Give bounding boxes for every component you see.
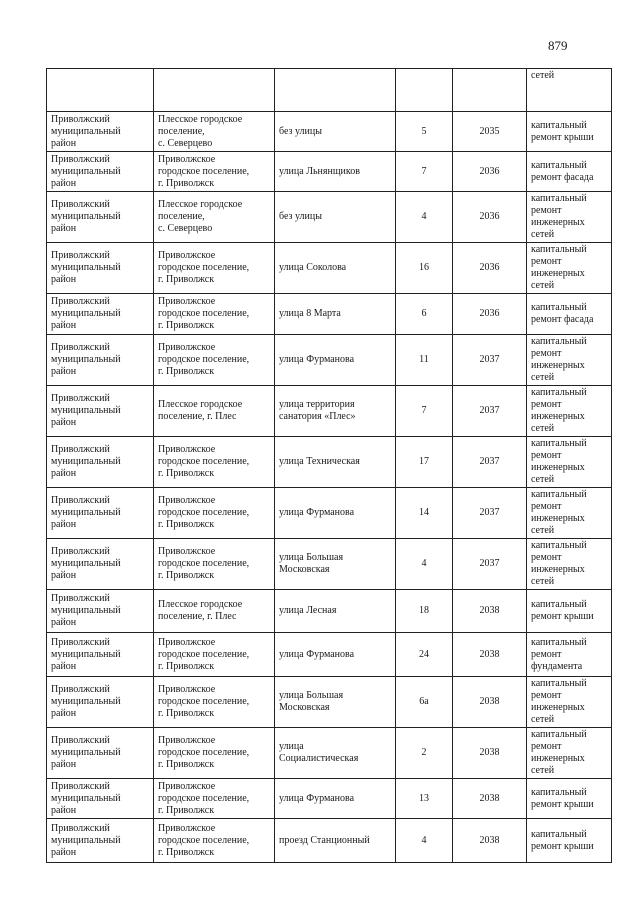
cell-settlement: [154, 539, 275, 590]
cell-house-number-text: 5: [421, 125, 427, 137]
cell-district-text: Приволжский муниципальный район: [51, 342, 121, 377]
cell-street-text: улица Фурманова: [279, 507, 355, 518]
cell-district-text: Приволжский муниципальный район: [51, 780, 121, 816]
table-row: [47, 243, 612, 294]
cell-work-type-text: капитальный ремонт инженерных сетей: [531, 336, 587, 383]
cell-district-text: Приволжский муниципальный район: [51, 495, 121, 530]
cell-district: [47, 590, 154, 633]
cell-house-number: [396, 112, 453, 152]
cell-settlement-text: Приволжское городское поселение, г. Приволжск: [158, 296, 250, 331]
cell-house-number-text: 18: [419, 605, 429, 616]
cell-settlement: [154, 590, 275, 633]
page-number: 879: [548, 38, 568, 53]
cell-house-number: [396, 69, 453, 112]
cell-year-text: 2036: [479, 308, 500, 319]
cell-settlement-text: Приволжское городское поселение, г. Приволжск: [158, 444, 250, 479]
cell-settlement: [154, 633, 275, 677]
cell-settlement-text: Плесское городское поселение, с. Северцево: [158, 199, 243, 234]
cell-work-type-text: капитальный ремонт крыши: [531, 786, 594, 810]
cell-settlement: [154, 243, 275, 294]
cell-street-text: без улицы: [279, 125, 322, 137]
cell-work-type: [527, 539, 612, 590]
cell-street: [275, 539, 396, 590]
cell-district: [47, 633, 154, 677]
cell-work-type: [527, 728, 612, 779]
cell-year-text: 2036: [479, 165, 500, 177]
cell-settlement-text: Плесское городское поселение, г. Плес: [158, 399, 243, 422]
cell-street: [275, 488, 396, 539]
cell-year-text: 2037: [479, 507, 500, 518]
cell-house-number-text: 7: [421, 405, 427, 416]
cell-year: [453, 677, 527, 728]
table-row: [47, 539, 612, 590]
cell-year: [453, 539, 527, 590]
cell-district: [47, 112, 154, 152]
cell-year: [453, 294, 527, 335]
cell-work-type: [527, 112, 612, 152]
cell-work-type-text: капитальный ремонт фасада: [531, 302, 594, 325]
cell-settlement-text: Приволжское городское поселение, г. Приволжск: [158, 822, 250, 858]
cell-street-text: улица Социалистическая: [279, 741, 359, 764]
cell-year: [453, 633, 527, 677]
cell-district: [47, 294, 154, 335]
cell-district-text: Приволжский муниципальный район: [51, 393, 121, 428]
cell-settlement-text: Приволжское городское поселение, г. Приволжск: [158, 780, 250, 816]
cell-street: [275, 69, 396, 112]
cell-work-type-text: капитальный ремонт инженерных сетей: [531, 540, 587, 587]
cell-work-type-text: капитальный ремонт фундамента: [531, 636, 587, 672]
cell-street: [275, 590, 396, 633]
cell-work-type: [527, 243, 612, 294]
cell-year: [453, 386, 527, 437]
cell-house-number-text: 16: [419, 262, 429, 273]
cell-house-number: [396, 488, 453, 539]
cell-work-type: [527, 677, 612, 728]
cell-work-type: [527, 335, 612, 386]
cell-district-text: Приволжский муниципальный район: [51, 593, 121, 628]
cell-settlement: [154, 728, 275, 779]
cell-house-number: [396, 779, 453, 819]
table-body: [47, 69, 612, 863]
table-row: [47, 152, 612, 192]
cell-house-number: [396, 386, 453, 437]
cell-street-text: улица Фурманова: [279, 648, 355, 660]
cell-year-text: 2036: [479, 211, 500, 222]
cell-street-text: улица Техническая: [279, 456, 360, 467]
cell-house-number: [396, 728, 453, 779]
cell-district: [47, 152, 154, 192]
cell-settlement-text: Приволжское городское поселение, г. Приволжск: [158, 684, 250, 719]
cell-house-number-text: 2: [421, 747, 427, 758]
cell-street-text: улица территория санатория «Плес»: [279, 399, 356, 422]
cell-street: [275, 779, 396, 819]
cell-house-number-text: 14: [419, 507, 429, 518]
cell-district-text: Приволжский муниципальный район: [51, 684, 121, 719]
cell-district-text: Приволжский муниципальный район: [51, 199, 121, 234]
cell-year-text: 2038: [479, 648, 500, 660]
cell-work-type: [527, 294, 612, 335]
cell-street-text: улица 8 Марта: [279, 308, 341, 319]
cell-settlement-text: Приволжское городское поселение, г. Приволжск: [158, 546, 250, 581]
capital-repair-table: [46, 68, 612, 863]
cell-year: [453, 112, 527, 152]
table-row: [47, 437, 612, 488]
cell-street: [275, 728, 396, 779]
cell-work-type: [527, 437, 612, 488]
cell-year-text: 2038: [479, 834, 500, 846]
cell-district: [47, 539, 154, 590]
cell-district-text: Приволжский муниципальный район: [51, 546, 121, 581]
cell-street: [275, 335, 396, 386]
cell-street: [275, 819, 396, 863]
cell-settlement-text: Приволжское городское поселение, г. Приволжск: [158, 495, 250, 530]
cell-house-number: [396, 539, 453, 590]
cell-street: [275, 633, 396, 677]
cell-year-text: 2037: [479, 558, 500, 569]
cell-work-type-text: капитальный ремонт инженерных сетей: [531, 729, 587, 776]
cell-settlement-text: Приволжское городское поселение, г. Приволжск: [158, 250, 250, 285]
table-row: [47, 677, 612, 728]
cell-year: [453, 819, 527, 863]
cell-house-number: [396, 294, 453, 335]
cell-settlement: [154, 112, 275, 152]
cell-work-type-text: капитальный ремонт крыши: [531, 828, 594, 852]
cell-district-text: Приволжский муниципальный район: [51, 636, 121, 672]
cell-district-text: Приволжский муниципальный район: [51, 444, 121, 479]
cell-house-number-text: 7: [421, 165, 427, 177]
cell-settlement: [154, 819, 275, 863]
cell-house-number-text: 6а: [419, 696, 429, 707]
cell-district-text: Приволжский муниципальный район: [51, 296, 121, 331]
cell-district: [47, 728, 154, 779]
table-row: [47, 590, 612, 633]
cell-work-type-text: капитальный ремонт инженерных сетей: [531, 193, 587, 240]
cell-street-text: улица Фурманова: [279, 354, 355, 365]
cell-street: [275, 294, 396, 335]
cell-house-number: [396, 819, 453, 863]
cell-year: [453, 488, 527, 539]
cell-house-number-text: 11: [419, 354, 429, 365]
cell-year: [453, 590, 527, 633]
cell-settlement: [154, 437, 275, 488]
cell-work-type: [527, 192, 612, 243]
cell-district: [47, 677, 154, 728]
cell-district: [47, 69, 154, 112]
cell-district: [47, 335, 154, 386]
cell-street-text: улица Фурманова: [279, 792, 355, 804]
table-row: [47, 112, 612, 152]
cell-year-text: 2038: [479, 792, 500, 804]
cell-work-type: [527, 779, 612, 819]
cell-year: [453, 152, 527, 192]
cell-year-text: 2038: [479, 605, 500, 616]
cell-year: [453, 779, 527, 819]
cell-house-number-text: 13: [419, 792, 429, 804]
cell-settlement: [154, 294, 275, 335]
cell-settlement-text: Плесское городское поселение, с. Северцево: [158, 113, 243, 149]
cell-house-number: [396, 590, 453, 633]
cell-district: [47, 192, 154, 243]
cell-settlement: [154, 335, 275, 386]
cell-street-text: без улицы: [279, 211, 322, 222]
cell-year-text: 2038: [479, 696, 500, 707]
cell-work-type-text: капитальный ремонт инженерных сетей: [531, 489, 587, 536]
cell-district-text: Приволжский муниципальный район: [51, 113, 121, 149]
cell-house-number: [396, 677, 453, 728]
cell-house-number: [396, 437, 453, 488]
cell-work-type: [527, 488, 612, 539]
cell-street-text: улица Большая Московская: [279, 552, 344, 575]
cell-work-type-text: капитальный ремонт инженерных сетей: [531, 244, 587, 291]
cell-street-text: улица Лесная: [279, 605, 337, 616]
cell-district: [47, 488, 154, 539]
cell-settlement-text: Приволжское городское поселение, г. Приволжск: [158, 342, 250, 377]
cell-house-number-text: 24: [419, 648, 429, 660]
cell-year-text: 2038: [479, 747, 500, 758]
cell-settlement: [154, 69, 275, 112]
cell-house-number-text: 4: [421, 834, 427, 846]
cell-district-text: Приволжский муниципальный район: [51, 822, 121, 858]
cell-district: [47, 437, 154, 488]
cell-settlement: [154, 386, 275, 437]
cell-settlement: [154, 192, 275, 243]
cell-year-text: 2037: [479, 405, 500, 416]
cell-settlement-text: Приволжское городское поселение, г. Приволжск: [158, 636, 250, 672]
table-row: [47, 294, 612, 335]
cell-settlement-text: Приволжское городское поселение, г. Приволжск: [158, 153, 250, 189]
table-row: [47, 386, 612, 437]
cell-house-number-text: 4: [421, 558, 427, 569]
cell-street: [275, 437, 396, 488]
cell-work-type: [527, 386, 612, 437]
cell-district: [47, 386, 154, 437]
cell-street-text: улица Льнянщиков: [279, 165, 360, 177]
cell-work-type-text: капитальный ремонт фасада: [531, 159, 594, 183]
cell-year-text: 2035: [479, 125, 500, 137]
cell-work-type-text: капитальный ремонт инженерных сетей: [531, 678, 587, 725]
cell-street: [275, 112, 396, 152]
cell-work-type-text: капитальный ремонт крыши: [531, 119, 594, 143]
cell-house-number: [396, 192, 453, 243]
cell-year: [453, 192, 527, 243]
table-row-continuation: [47, 69, 612, 112]
cell-year: [453, 437, 527, 488]
cell-settlement-text: Приволжское городское поселение, г. Приволжск: [158, 735, 250, 770]
cell-house-number: [396, 335, 453, 386]
cell-street-text: проезд Станционный: [279, 834, 370, 846]
table-row: [47, 819, 612, 863]
cell-work-type: [527, 633, 612, 677]
cell-work-type-text: капитальный ремонт инженерных сетей: [531, 438, 587, 485]
cell-house-number: [396, 633, 453, 677]
cell-work-type: сетей: [527, 69, 612, 112]
table-row: [47, 728, 612, 779]
cell-house-number-text: 17: [419, 456, 429, 467]
cell-year: [453, 243, 527, 294]
cell-year: [453, 69, 527, 112]
cell-street: [275, 243, 396, 294]
cell-work-type: [527, 152, 612, 192]
cell-district-text: Приволжский муниципальный район: [51, 250, 121, 285]
cell-settlement: [154, 152, 275, 192]
table-row: [47, 488, 612, 539]
cell-district: [47, 819, 154, 863]
cell-year-text: 2037: [479, 456, 500, 467]
cell-year: [453, 728, 527, 779]
cell-district-text: Приволжский муниципальный район: [51, 153, 121, 189]
cell-work-type-text: капитальный ремонт крыши: [531, 599, 594, 622]
cell-work-type: [527, 590, 612, 633]
cell-street: [275, 677, 396, 728]
cell-district: [47, 243, 154, 294]
cell-year: [453, 335, 527, 386]
cell-work-type-text: капитальный ремонт инженерных сетей: [531, 387, 587, 434]
table-row: [47, 779, 612, 819]
cell-house-number-text: 6: [421, 308, 427, 319]
cell-settlement: [154, 779, 275, 819]
table-row: [47, 335, 612, 386]
cell-district: [47, 779, 154, 819]
cell-house-number: [396, 243, 453, 294]
cell-house-number-text: 4: [421, 211, 427, 222]
cell-district-text: Приволжский муниципальный район: [51, 735, 121, 770]
cell-street-text: улица Соколова: [279, 262, 347, 273]
cell-year-text: 2037: [479, 354, 500, 365]
cell-street: [275, 386, 396, 437]
cell-settlement: [154, 488, 275, 539]
table-row: [47, 633, 612, 677]
cell-work-type: [527, 819, 612, 863]
cell-street-text: улица Большая Московская: [279, 690, 344, 713]
cell-year-text: 2036: [479, 262, 500, 273]
cell-settlement-text: Плесское городское поселение, г. Плес: [158, 599, 243, 622]
table-row: [47, 192, 612, 243]
cell-street: [275, 192, 396, 243]
cell-street: [275, 152, 396, 192]
cell-settlement: [154, 677, 275, 728]
cell-house-number: [396, 152, 453, 192]
